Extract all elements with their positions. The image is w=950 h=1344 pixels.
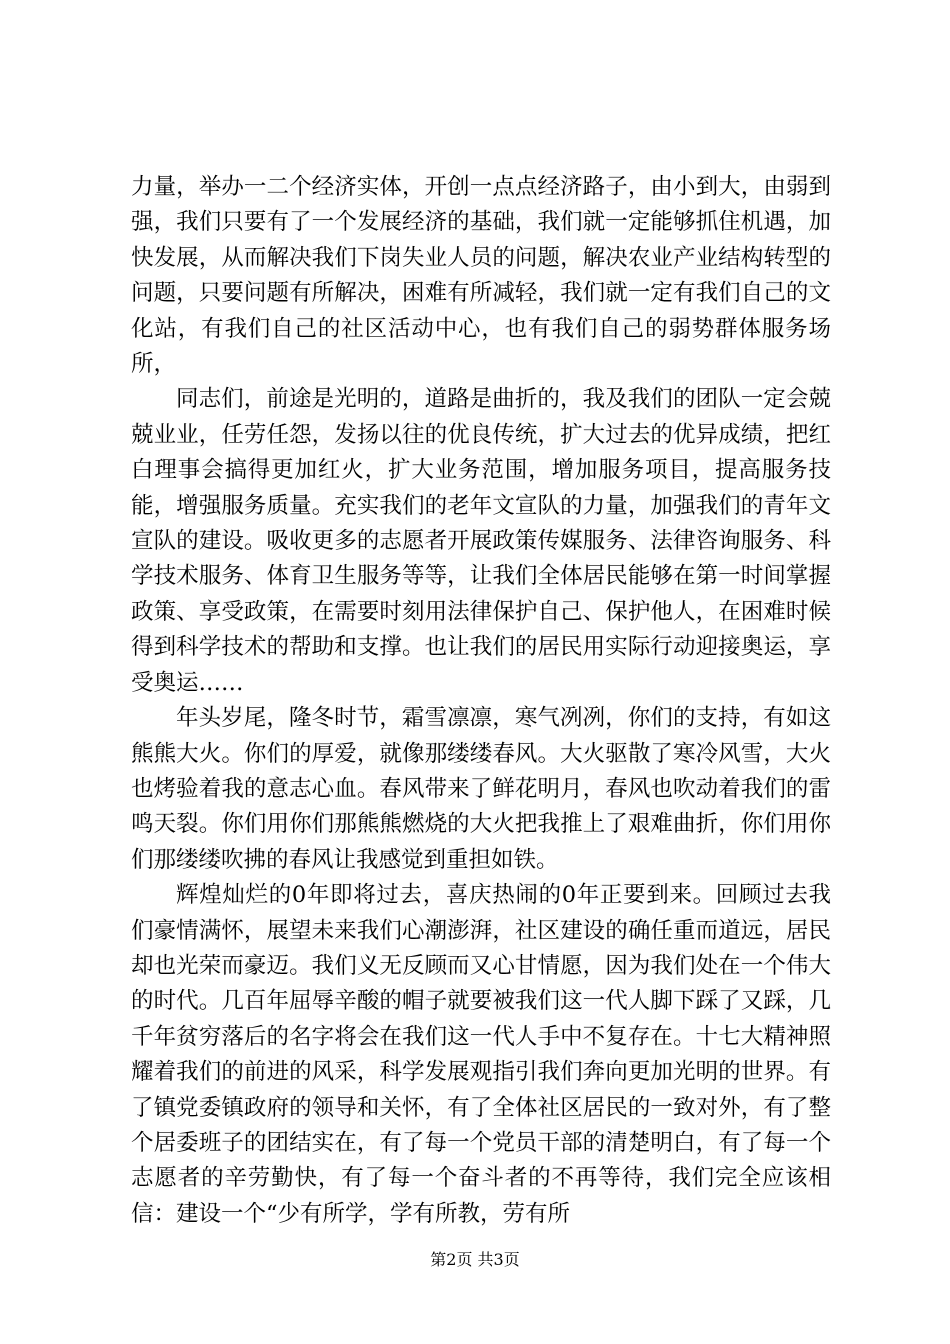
- paragraph-continued: 力量，举办一二个经济实体，开创一点点经济路子，由小到大，由弱到强，我们只要有了一个发展经济的基础，我们就一定能够抓住机遇，加快发展，从而解决我们下岗失业人员的问题，解决农业产业结构转型的问题，只要问题有所解决，困难有所减轻，我们就一定有我们自己的文化站，有我们自己的社区活动中心，也有我们自己的弱势群体服务场所，: [131, 174, 831, 378]
- paragraph: 年头岁尾，隆冬时节，霜雪凛凛，寒气冽冽，你们的支持，有如这熊熊大火。你们的厚爱，就像那缕缕春风。大火驱散了寒冷风雪，大火也烤验着我的意志心血。春风带来了鲜花明月，春风也吹动着我们的雷鸣天裂。你们用你们那熊熊燃烧的大火把我推上了艰难曲折，你们用你们那缕缕吹拂的春风让我感觉到重担如铁。: [131, 705, 831, 873]
- paragraph: 辉煌灿烂的0年即将过去，喜庆热闹的0年正要到来。回顾过去我们豪情满怀，展望未来我们心潮澎湃，社区建设的确任重而道远，居民却也光荣而豪迈。我们义无反顾而又心甘情愿，因为我们处在一个伟大的时代。几百年屈辱辛酸的帽子就要被我们这一代人脚下踩了又踩，几千年贫穷落后的名字将会在我们这一代人手中不复存在。十七大精神照耀着我们的前进的风采，科学发展观指引我们奔向更加光明的世界。有了镇党委镇政府的领导和关怀，有了全体社区居民的一致对外，有了整个居委班子的团结实在，有了每一个党员干部的清楚明白，有了每一个志愿者的辛劳勤快，有了每一个奋斗者的不再等待，我们完全应该相信：建设一个“少有所学，学有所教，劳有所: [131, 882, 831, 1227]
- page-number-label: 第2页 共3页: [430, 1250, 520, 1269]
- document-body: [131, 170, 831, 1232]
- paragraph: 同志们，前途是光明的，道路是曲折的，我及我们的团队一定会兢兢业业，任劳任怨，发扬以往的优良传统，扩大过去的优异成绩，把红白理事会搞得更加红火，扩大业务范围，增加服务项目，提高服务技能，增强服务质量。充实我们的老年文宣队的力量，加强我们的青年文宣队的建设。吸收更多的志愿者开展政策传媒服务、法律咨询服务、科学技术服务、体育卫生服务等等，让我们全体居民能够在第一时间掌握政策、享受政策，在需要时刻用法律保护自己、保护他人，在困难时候得到科学技术的帮助和支撑。也让我们的居民用实际行动迎接奥运，享受奥运……: [131, 386, 831, 696]
- page-footer: [0, 1247, 950, 1270]
